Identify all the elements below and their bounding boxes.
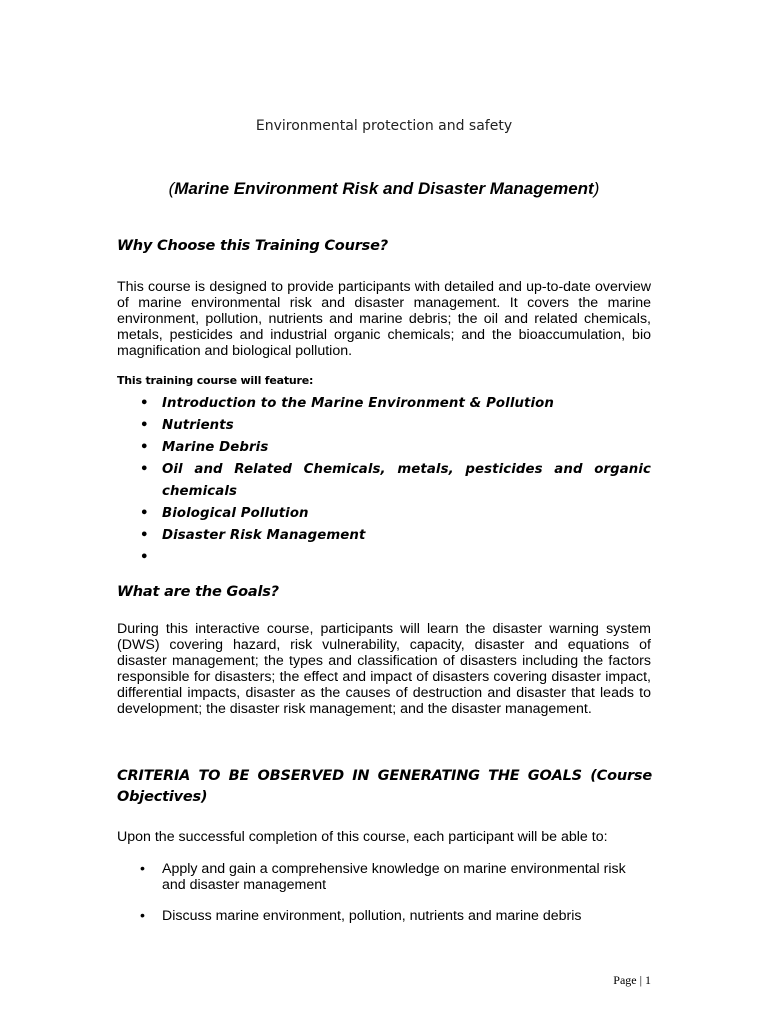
paragraph-why-choose: This course is designed to provide participants with detailed and up-to-date overview of marine environmental risk and disaster management. It covers the marine environment, pollution, nutrients and marine debris; the oil and related chemicals, metals, pesticides and industrial organic chemicals; and the bioaccumulation, bio magnification and biological pollution.	[117, 279, 651, 359]
list-item	[140, 393, 651, 415]
objectives-list	[140, 861, 651, 939]
document-title	[0, 179, 768, 199]
list-item-text: Introduction to the Marine Environment & Pollution	[162, 396, 554, 411]
features-label: This training course will feature:	[117, 374, 314, 387]
list-item	[140, 525, 651, 547]
list-item-empty	[140, 547, 651, 569]
list-item-text: Marine Debris	[162, 440, 269, 455]
bullet-icon: •	[140, 861, 145, 877]
heading-why-choose: Why Choose this Training Course?	[117, 238, 388, 254]
document-header: Environmental protection and safety	[255, 118, 513, 134]
paragraph-goals: During this interactive course, participants will learn the disaster warning system (DWS) covering hazard, risk vulnerability, capacity, disaster and equations of disaster management; the types and classification of disasters including the factors responsible for disasters; the effect and impact of disasters covering disaster impact, differential impacts, disaster as the causes of destruction and disaster that leads to development; the disaster risk management; and the disaster management.	[117, 621, 651, 717]
title-text: Marine Environment Risk and Disaster Management	[174, 179, 594, 198]
list-item-text: Discuss marine environment, pollution, nutrients and marine debris	[162, 908, 582, 924]
list-item	[140, 861, 651, 893]
title-open-paren: (	[168, 179, 175, 198]
bullet-icon: •	[140, 396, 149, 411]
bullet-icon: •	[140, 528, 149, 543]
bullet-icon: •	[140, 440, 149, 455]
list-item-text: Nutrients	[162, 418, 234, 433]
page-number-footer: Page | 1	[613, 973, 651, 987]
list-item	[140, 908, 651, 924]
bullet-icon: •	[140, 506, 149, 521]
bullet-icon: •	[140, 550, 149, 565]
title-close-paren: )	[593, 179, 600, 198]
list-item	[140, 459, 651, 503]
feature-list	[140, 393, 651, 569]
bullet-icon: •	[140, 908, 145, 924]
paragraph-criteria-intro: Upon the successful completion of this course, each participant will be able to:	[117, 829, 608, 845]
list-item	[140, 415, 651, 437]
list-item-text: Oil and Related Chemicals, metals, pesticides and organic chemicals	[162, 462, 651, 499]
heading-criteria: CRITERIA TO BE OBSERVED IN GENERATING THE GOALS (Course Objectives)	[117, 768, 652, 805]
bullet-icon: •	[140, 462, 149, 477]
list-item-text: Apply and gain a comprehensive knowledge on marine environmental risk and disaster management	[162, 861, 626, 893]
bullet-icon: •	[140, 418, 149, 433]
list-item-text: Disaster Risk Management	[162, 528, 366, 543]
heading-goals: What are the Goals?	[117, 584, 279, 600]
list-item	[140, 503, 651, 525]
list-item	[140, 437, 651, 459]
list-item-text: Biological Pollution	[162, 506, 309, 521]
